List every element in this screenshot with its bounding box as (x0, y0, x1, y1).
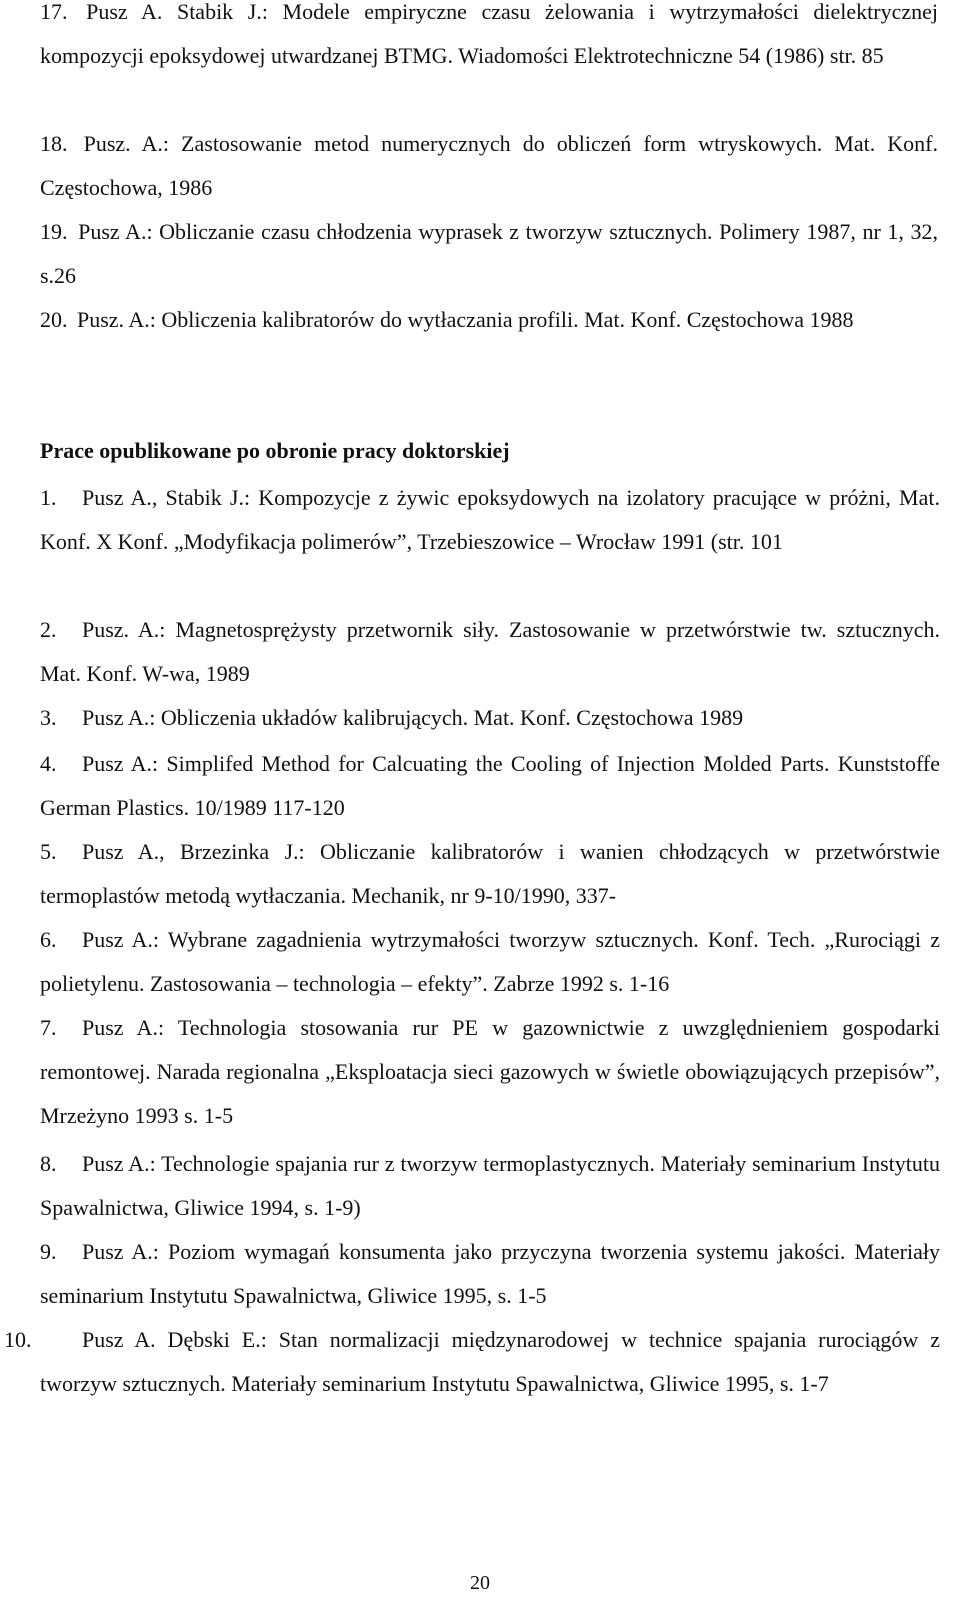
item-text: Pusz A.: Technologia stosowania rur PE w gazownictwie z uwzględnieniem gospodarki remontowej. Narada regionalna „Eksploatacja sieci gazowych w świetle obowiązujących przepisów”, Mrzeżyno 1993 s. 1-5 (40, 1015, 940, 1128)
list-item (0, 1230, 960, 1318)
section-heading: Prace opublikowane po obronie pracy doktorskiej (40, 438, 510, 463)
item-text: Pusz. A.: Obliczenia kalibratorów do wytłaczania profili. Mat. Konf. Częstochowa 1988 (77, 307, 854, 332)
list-item (0, 298, 960, 386)
item-text: Pusz A., Stabik J.: Kompozycje z żywic epoksydowych na izolatory pracujące w próżni, Mat. Konf. X Konf. „Modyfikacja polimerów”, Trzebieszowice – Wrocław 1991 (str. 101 (40, 485, 940, 554)
item-number: 19. (40, 219, 68, 244)
item-text: Pusz A., Brzezinka J.: Obliczanie kalibratorów i wanien chłodzących w przetwórstwie termoplastów metodą wytłaczania. Mechanik, nr 9-10/1990, 337- (40, 839, 940, 908)
list-item (0, 696, 960, 740)
item-number: 2. (40, 617, 57, 642)
list-item (0, 122, 960, 210)
item-text: Pusz A.: Simplifed Method for Calcuating the Cooling of Injection Molded Parts. Kunststoffe German Plastics. 10/1989 117-120 (40, 751, 940, 820)
page-number: 20 (470, 1572, 490, 1594)
item-number: 4. (40, 751, 57, 776)
item-number: 5. (40, 839, 57, 864)
list-item (0, 608, 960, 696)
item-text: Pusz A.: Wybrane zagadnienia wytrzymałości tworzyw sztucznych. Konf. Tech. „Rurociągi z polietylenu. Zastosowania – technologia – efekty”. Zabrze 1992 s. 1-16 (40, 927, 940, 996)
item-text: Pusz A.: Technologie spajania rur z tworzyw termoplastycznych. Materiały seminarium Instytutu Spawalnictwa, Gliwice 1994, s. 1-9) (40, 1151, 940, 1220)
list-item (0, 0, 960, 122)
item-text: Pusz A. Dębski E.: Stan normalizacji międzynarodowej w technice spajania rurociągów z tworzyw sztucznych. Materiały seminarium Instytutu Spawalnictwa, Gliwice 1995, s. 1-7 (40, 1327, 940, 1396)
item-number: 17. (40, 0, 68, 24)
list-item (0, 476, 960, 608)
list-item (0, 1006, 960, 1138)
item-text: Pusz A.: Obliczenia układów kalibrujących. Mat. Konf. Częstochowa 1989 (82, 705, 744, 730)
list-item (0, 830, 960, 918)
list-item (0, 1142, 960, 1230)
item-number: 1. (40, 485, 57, 510)
list-item (0, 1318, 960, 1450)
item-number: 7. (40, 1015, 57, 1040)
item-number: 10. (4, 1327, 32, 1352)
list-item (0, 210, 960, 298)
list-item (0, 918, 960, 1006)
item-text: Pusz. A.: Magnetosprężysty przetwornik siły. Zastosowanie w przetwórstwie tw. sztucznych. Mat. Konf. W-wa, 1989 (40, 617, 940, 686)
item-text: Pusz A.: Obliczanie czasu chłodzenia wyprasek z tworzyw sztucznych. Polimery 1987, nr 1, 32, s.26 (40, 219, 938, 288)
item-number: 9. (40, 1239, 57, 1264)
item-number: 8. (40, 1151, 57, 1176)
item-number: 3. (40, 705, 57, 730)
item-number: 20. (40, 307, 68, 332)
list-item (0, 742, 960, 830)
item-text: Pusz A. Stabik J.: Modele empiryczne czasu żelowania i wytrzymałości dielektrycznej kompozycji epoksydowej utwardzanej BTMG. Wiadomości Elektrotechniczne 54 (1986) str. 85 (40, 0, 939, 68)
item-text: Pusz. A.: Zastosowanie metod numerycznych do obliczeń form wtryskowych. Mat. Konf. Częstochowa, 1986 (40, 131, 939, 200)
item-text: Pusz A.: Poziom wymagań konsumenta jako przyczyna tworzenia systemu jakości. Materiały seminarium Instytutu Spawalnictwa, Gliwice 1995, s. 1-5 (40, 1239, 940, 1308)
item-number: 18. (40, 131, 68, 156)
item-number: 6. (40, 927, 57, 952)
